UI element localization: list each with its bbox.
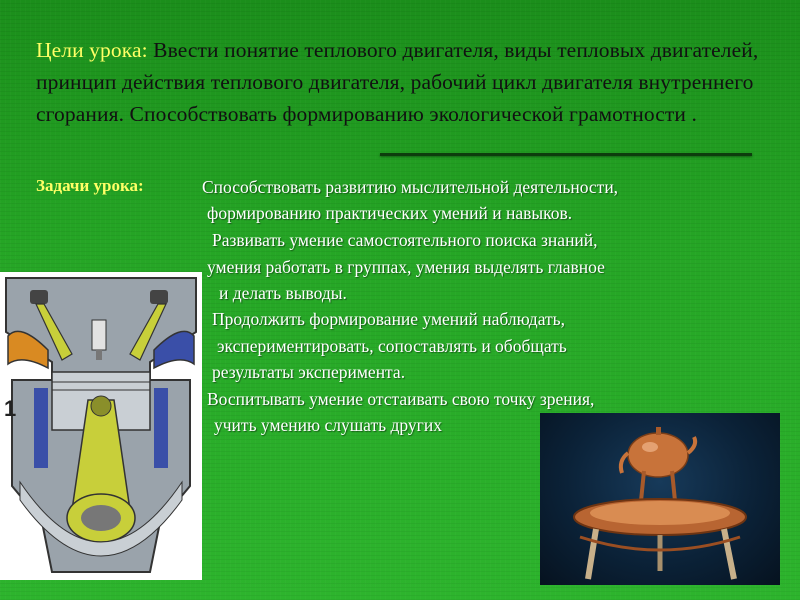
engine-cutaway-icon [0,272,202,580]
goals-text: Ввести понятие теплового двигателя, виды тепловых двигателей, принцип действия теплового двигателя, рабочий цикл двигателя внутреннего сгорания. Способствовать формированию экологической грамотности . [36,38,759,126]
task-line: умения работать в группах, умения выделять главное [207,257,605,277]
task-line: и делать выводы. [219,283,347,303]
task-line: Продолжить формирование умений наблюдать, [212,309,566,329]
task-line: Развивать умение самостоятельного поиска знаний, [212,230,598,250]
engine-diagram-image [0,272,202,580]
task-line: учить умению слушать других [214,415,442,435]
tasks-label: Задачи урока: [36,176,144,195]
task-line: Воспитывать умение отстаивать свою точку зрения, [207,389,595,409]
aeolipile-model-icon [540,413,780,585]
svg-text:1: 1 [4,396,17,421]
lesson-goals [36,34,791,130]
goals-divider [380,153,752,156]
heron-engine-photo [540,413,780,585]
task-line: экспериментировать, сопоставлять и обобщать [217,336,567,356]
goals-label: Цели урока: [36,38,148,62]
task-line: формированию практических умений и навыков. [207,203,573,223]
task-line: результаты эксперимента. [212,362,406,382]
task-line: Способствовать развитию мыслительной деятельности, [202,177,619,197]
